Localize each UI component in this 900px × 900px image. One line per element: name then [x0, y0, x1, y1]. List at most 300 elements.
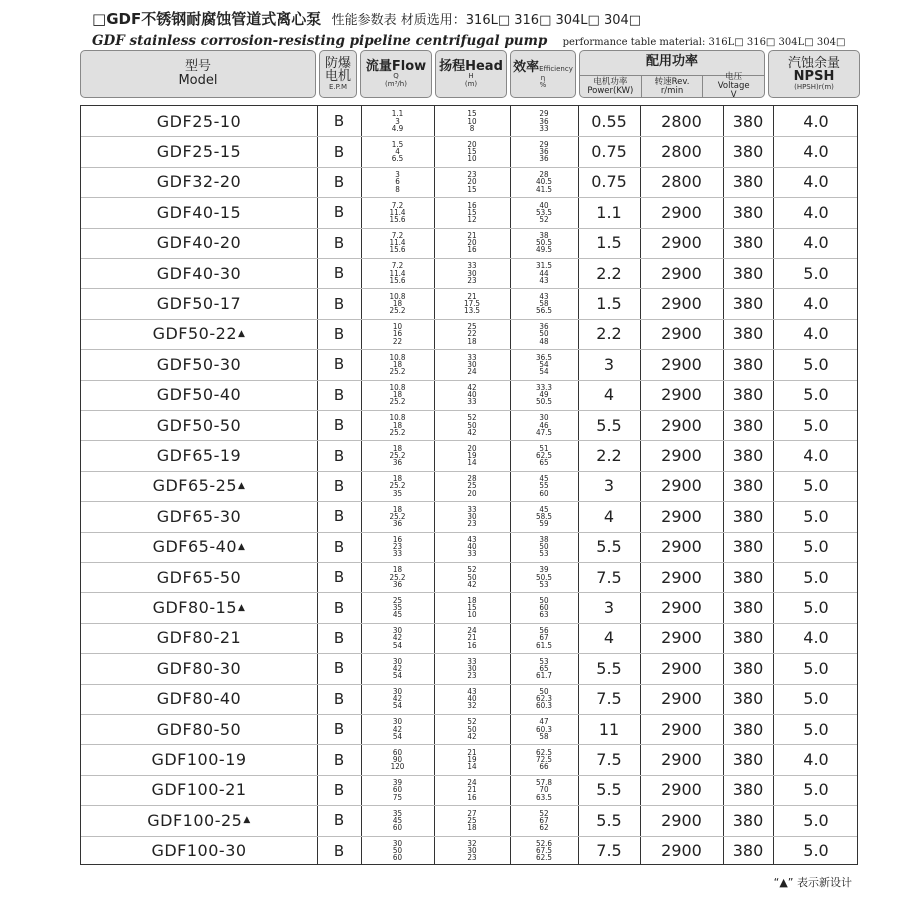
epm-cell: B: [333, 446, 345, 465]
eff-value: 28: [539, 170, 549, 180]
head-cell: [434, 380, 510, 410]
head-value: 30: [467, 359, 477, 369]
table-row: [81, 532, 857, 562]
voltage-cell: 380: [732, 172, 764, 192]
head-value: 23: [467, 518, 477, 528]
head-cell: [434, 440, 510, 470]
eff-value: 29: [539, 139, 549, 149]
eff-value: 54: [539, 359, 549, 369]
head-cell: [434, 410, 510, 440]
row-divider: [81, 228, 857, 229]
head-value: 52: [467, 413, 477, 423]
flow-cell: [361, 410, 434, 440]
rev-cell: 2800: [661, 142, 702, 162]
rev-cell: 2900: [661, 810, 702, 830]
table-row: [81, 501, 857, 531]
eff-cell: [510, 258, 578, 288]
table-row: [81, 258, 857, 288]
voltage-cell: 380: [732, 324, 764, 344]
voltage-cell: 380: [732, 415, 764, 435]
header-model: [80, 50, 316, 98]
epm-cell: B: [333, 476, 345, 495]
flow-value: 1.5: [391, 139, 404, 149]
flow-value: 25.2: [389, 450, 406, 460]
flow-value: 50: [392, 846, 403, 856]
title-cn-sub: 性能参数表 材质选用：316L□ 316□ 304L□ 304□: [331, 13, 642, 28]
rev-cell: 2900: [661, 780, 702, 800]
model-name: GDF65-19: [156, 446, 242, 466]
eff-value: 50.5: [535, 397, 553, 407]
flow-cell: [361, 197, 434, 227]
eff-value: 66: [539, 762, 549, 772]
table-row: [81, 440, 857, 470]
flow-value: 54: [392, 670, 403, 680]
power-cell: 1.5: [596, 233, 622, 253]
flow-cell: [361, 532, 434, 562]
header-rev-unit: r/min: [660, 85, 684, 96]
model-name: GDF50-50: [156, 415, 242, 435]
rev-cell: 2900: [661, 446, 702, 466]
header-npsh-cn: 汽蚀余量: [787, 55, 840, 71]
voltage-cell: 380: [732, 446, 764, 466]
header-epm: [319, 50, 357, 98]
eff-value: 47.5: [535, 427, 553, 437]
flow-value: 36: [392, 458, 403, 468]
head-value: 20: [467, 139, 477, 149]
model-name: GDF40-20: [156, 233, 242, 253]
flow-value: 45: [392, 610, 403, 620]
head-value: 23: [467, 670, 477, 680]
head-value: 33: [467, 397, 477, 407]
model-name: GDF65-25: [152, 476, 237, 496]
eff-value: 36: [539, 146, 549, 156]
table-row: [81, 167, 857, 197]
flow-value: 3: [395, 170, 400, 180]
rev-cell: 2900: [661, 263, 702, 283]
voltage-cell: 380: [732, 233, 764, 253]
flow-value: 16: [392, 329, 403, 339]
eff-value: 33.3: [535, 382, 553, 392]
model-name: GDF80-40: [156, 689, 242, 709]
row-divider: [81, 836, 857, 837]
npsh-cell: 4.0: [803, 233, 829, 253]
eff-cell: [510, 775, 578, 805]
footnote: “▲” 表示新设计: [773, 876, 852, 889]
model-name: GDF50-17: [156, 294, 242, 314]
eff-value: 53: [539, 579, 549, 589]
flow-value: 18: [392, 359, 403, 369]
header-eff-unit: %: [539, 81, 547, 90]
eff-cell: [510, 623, 578, 653]
row-divider: [81, 592, 857, 593]
row-divider: [81, 623, 857, 624]
flow-value: 4.9: [391, 123, 404, 133]
voltage-cell: 380: [732, 263, 764, 283]
eff-value: 63.5: [535, 792, 553, 802]
eff-value: 67: [539, 815, 549, 825]
npsh-cell: 5.0: [803, 506, 829, 526]
page-title: [92, 8, 641, 29]
flow-cell: [361, 562, 434, 592]
header-eff-sym: η: [540, 74, 546, 83]
flow-value: 25.2: [389, 511, 406, 521]
head-cell: [434, 532, 510, 562]
head-value: 21: [467, 633, 477, 643]
table-row: [81, 380, 857, 410]
rev-cell: 2900: [661, 598, 702, 618]
eff-value: 38: [539, 534, 549, 544]
model-name: GDF25-10: [156, 111, 242, 131]
voltage-cell: 380: [732, 506, 764, 526]
performance-table: [80, 105, 858, 865]
epm-cell: B: [333, 811, 345, 830]
flow-value: 42: [392, 724, 403, 734]
header-power-group: [579, 50, 765, 98]
flow-cell: [361, 836, 434, 866]
table-row: [81, 410, 857, 440]
rev-cell: 2900: [661, 628, 702, 648]
npsh-cell: 5.0: [803, 537, 829, 557]
head-cell: [434, 775, 510, 805]
eff-value: 46: [539, 420, 549, 430]
eff-value: 36: [539, 116, 549, 126]
eff-value: 31.5: [535, 261, 553, 271]
flow-value: 7.2: [391, 261, 404, 271]
eff-cell: [510, 410, 578, 440]
table-row: [81, 653, 857, 683]
eff-value: 60: [539, 602, 549, 612]
eff-cell: [510, 501, 578, 531]
head-value: 24: [467, 626, 477, 636]
epm-cell: B: [333, 720, 345, 739]
table-row: [81, 288, 857, 318]
flow-value: 39: [392, 778, 403, 788]
voltage-cell: 380: [732, 567, 764, 587]
flow-value: 18: [392, 443, 403, 453]
head-value: 15: [467, 184, 477, 194]
eff-value: 41.5: [535, 184, 553, 194]
new-design-triangle-icon: ▲: [243, 815, 251, 826]
flow-value: 18: [392, 565, 403, 575]
eff-value: 62: [539, 822, 549, 832]
flow-value: 10.8: [389, 413, 406, 423]
model-name: GDF80-15: [152, 598, 237, 618]
power-cell: 0.75: [591, 142, 627, 162]
head-value: 42: [467, 427, 477, 437]
flow-value: 15.6: [389, 214, 406, 224]
model-cell: [81, 471, 317, 501]
flow-value: 36: [392, 579, 403, 589]
eff-cell: [510, 197, 578, 227]
epm-cell: B: [333, 659, 345, 678]
new-design-triangle-icon: ▲: [238, 480, 246, 491]
header-volt: [702, 72, 764, 100]
head-value: 30: [467, 268, 477, 278]
flow-cell: [361, 319, 434, 349]
flow-cell: [361, 714, 434, 744]
model-name: GDF65-30: [156, 506, 242, 526]
model-cell: [81, 714, 317, 744]
epm-cell: B: [333, 172, 345, 191]
power-cell: 4: [603, 506, 615, 526]
power-cell: 1.1: [596, 202, 622, 222]
epm-cell: B: [333, 294, 345, 313]
header-epm-en: E.P.M: [328, 82, 348, 91]
eff-value: 54: [539, 366, 549, 376]
new-design-triangle-icon: ▲: [238, 602, 246, 613]
header-motor-cn: 电机功率: [593, 76, 628, 87]
voltage-cell: 380: [732, 658, 764, 678]
power-cell: 3: [603, 476, 615, 496]
row-divider: [81, 288, 857, 289]
head-value: 52: [467, 717, 477, 727]
header-efficiency: [510, 50, 576, 98]
model-name: GDF100-19: [151, 750, 247, 770]
eff-value: 62.5: [535, 747, 553, 757]
eff-cell: [510, 136, 578, 166]
flow-value: 30: [392, 717, 403, 727]
eff-value: 49.5: [535, 245, 553, 255]
model-cell: [81, 319, 317, 349]
head-cell: [434, 197, 510, 227]
flow-cell: [361, 653, 434, 683]
head-cell: [434, 836, 510, 866]
eff-cell: [510, 532, 578, 562]
new-design-triangle-icon: ▲: [238, 328, 246, 339]
row-divider: [81, 805, 857, 806]
power-cell: 0.75: [591, 172, 627, 192]
head-value: 30: [467, 663, 477, 673]
rev-cell: 2900: [661, 750, 702, 770]
eff-value: 67.5: [535, 846, 553, 856]
flow-value: 1.1: [391, 109, 404, 119]
flow-value: 18: [392, 420, 403, 430]
eff-value: 50: [539, 329, 549, 339]
table-row: [81, 197, 857, 227]
head-cell: [434, 805, 510, 835]
new-design-triangle-icon: ▲: [238, 541, 246, 552]
title-en-main: GDF stainless corrosion-resisting pipeline centrifugal pump: [92, 33, 548, 49]
power-cell: 5.5: [596, 658, 622, 678]
header-eff-cn: 效率: [513, 60, 540, 76]
flow-cell: [361, 501, 434, 531]
flow-value: 6: [395, 177, 400, 187]
head-value: 21: [467, 230, 477, 240]
rev-cell: 2900: [661, 233, 702, 253]
flow-value: 25.2: [389, 397, 406, 407]
model-cell: [81, 258, 317, 288]
flow-value: 18: [392, 298, 403, 308]
flow-cell: [361, 258, 434, 288]
power-cell: 3: [603, 598, 615, 618]
eff-cell: [510, 380, 578, 410]
epm-cell: B: [333, 841, 345, 860]
flow-value: 35: [392, 808, 403, 818]
head-cell: [434, 623, 510, 653]
eff-value: 58: [539, 731, 549, 741]
model-name: GDF25-15: [156, 142, 242, 162]
flow-cell: [361, 623, 434, 653]
model-name: GDF40-15: [156, 202, 242, 222]
epm-cell: B: [333, 507, 345, 526]
rev-cell: 2900: [661, 415, 702, 435]
model-name: GDF65-40: [152, 537, 237, 557]
npsh-cell: 4.0: [803, 324, 829, 344]
eff-cell: [510, 319, 578, 349]
model-name: GDF32-20: [156, 172, 242, 192]
head-cell: [434, 106, 510, 136]
flow-value: 11.4: [389, 238, 406, 248]
flow-value: 25: [392, 595, 403, 605]
power-cell: 5.5: [596, 537, 622, 557]
model-cell: [81, 775, 317, 805]
checkbox-icon: □: [92, 10, 107, 28]
head-value: 27: [467, 808, 477, 818]
row-divider: [81, 380, 857, 381]
flow-value: 15.6: [389, 275, 406, 285]
eff-cell: [510, 805, 578, 835]
eff-value: 56.5: [535, 306, 553, 316]
power-cell: 2.2: [596, 263, 622, 283]
head-cell: [434, 258, 510, 288]
model-cell: [81, 440, 317, 470]
flow-value: 25.2: [389, 366, 406, 376]
model-name: GDF80-30: [156, 658, 242, 678]
model-cell: [81, 197, 317, 227]
eff-value: 44: [539, 268, 549, 278]
rev-cell: 2900: [661, 476, 702, 496]
row-divider: [81, 410, 857, 411]
epm-cell: B: [333, 324, 345, 343]
head-value: 18: [467, 595, 477, 605]
model-cell: [81, 805, 317, 835]
flow-value: 7.2: [391, 200, 404, 210]
header-motor: [580, 75, 641, 97]
head-value: 24: [467, 778, 477, 788]
head-cell: [434, 714, 510, 744]
flow-value: 25.2: [389, 306, 406, 316]
npsh-cell: 5.0: [803, 567, 829, 587]
flow-cell: [361, 440, 434, 470]
epm-cell: B: [333, 385, 345, 404]
eff-value: 49: [539, 390, 549, 400]
head-value: 52: [467, 565, 477, 575]
head-value: 50: [467, 724, 477, 734]
epm-cell: B: [333, 628, 345, 647]
flow-value: 11.4: [389, 207, 406, 217]
eff-value: 61.7: [535, 670, 553, 680]
model-cell: [81, 228, 317, 258]
head-value: 23: [467, 853, 477, 863]
model-cell: [81, 653, 317, 683]
eff-value: 53.5: [535, 207, 553, 217]
head-cell: [434, 684, 510, 714]
model-name: GDF40-30: [156, 263, 242, 283]
eff-value: 50.5: [535, 572, 553, 582]
rev-cell: 2900: [661, 567, 702, 587]
rev-cell: 2900: [661, 841, 702, 861]
header-head: [435, 50, 507, 98]
row-divider: [81, 501, 857, 502]
power-cell: 2.2: [596, 446, 622, 466]
header-flow-sym: Q: [393, 72, 399, 81]
voltage-cell: 380: [732, 719, 764, 739]
header-npsh-en: NPSH: [793, 69, 835, 85]
flow-cell: [361, 775, 434, 805]
voltage-cell: 380: [732, 810, 764, 830]
head-value: 16: [467, 792, 477, 802]
flow-value: 54: [392, 701, 403, 711]
model-name: GDF80-21: [156, 628, 242, 648]
head-value: 25: [467, 481, 477, 491]
head-value: 19: [467, 754, 477, 764]
power-cell: 4: [603, 628, 615, 648]
eff-value: 67: [539, 633, 549, 643]
npsh-cell: 4.0: [803, 750, 829, 770]
eff-value: 50.5: [535, 238, 553, 248]
head-value: 16: [467, 200, 477, 210]
header-motor-en: Power(KW): [587, 85, 634, 96]
voltage-cell: 380: [732, 142, 764, 162]
npsh-cell: 5.0: [803, 598, 829, 618]
head-cell: [434, 592, 510, 622]
model-cell: [81, 380, 317, 410]
head-cell: [434, 288, 510, 318]
header-flow-cn: 流量Flow: [365, 58, 427, 74]
head-value: 20: [467, 443, 477, 453]
power-cell: 4: [603, 385, 615, 405]
title-en-sub: performance table material: 316L□ 316□ 304L□ 304□: [562, 37, 846, 48]
head-value: 40: [467, 390, 477, 400]
model-cell: [81, 684, 317, 714]
head-value: 21: [467, 785, 477, 795]
npsh-cell: 5.0: [803, 689, 829, 709]
eff-value: 56: [539, 626, 549, 636]
power-cell: 1.5: [596, 294, 622, 314]
head-cell: [434, 136, 510, 166]
table-row: [81, 136, 857, 166]
rev-cell: 2900: [661, 689, 702, 709]
flow-value: 36: [392, 518, 403, 528]
header-model-cn: 型号: [184, 59, 211, 75]
table-row: [81, 471, 857, 501]
row-divider: [81, 440, 857, 441]
flow-value: 75: [392, 792, 403, 802]
head-value: 13.5: [463, 306, 481, 316]
row-divider: [81, 136, 857, 137]
epm-cell: B: [333, 598, 345, 617]
model-cell: [81, 106, 317, 136]
table-row: [81, 684, 857, 714]
head-value: 21: [467, 291, 477, 301]
voltage-cell: 380: [732, 537, 764, 557]
rev-cell: 2900: [661, 354, 702, 374]
eff-cell: [510, 653, 578, 683]
voltage-cell: 380: [732, 598, 764, 618]
flow-value: 30: [392, 626, 403, 636]
model-cell: [81, 562, 317, 592]
flow-value: 16: [392, 534, 403, 544]
rev-cell: 2900: [661, 324, 702, 344]
flow-value: 18: [392, 504, 403, 514]
model-cell: [81, 501, 317, 531]
table-row: [81, 623, 857, 653]
epm-cell: B: [333, 203, 345, 222]
model-name: GDF50-40: [156, 385, 242, 405]
header-volt-en: Voltage: [717, 81, 750, 92]
head-value: 22: [467, 329, 477, 339]
eff-value: 52: [539, 808, 549, 818]
